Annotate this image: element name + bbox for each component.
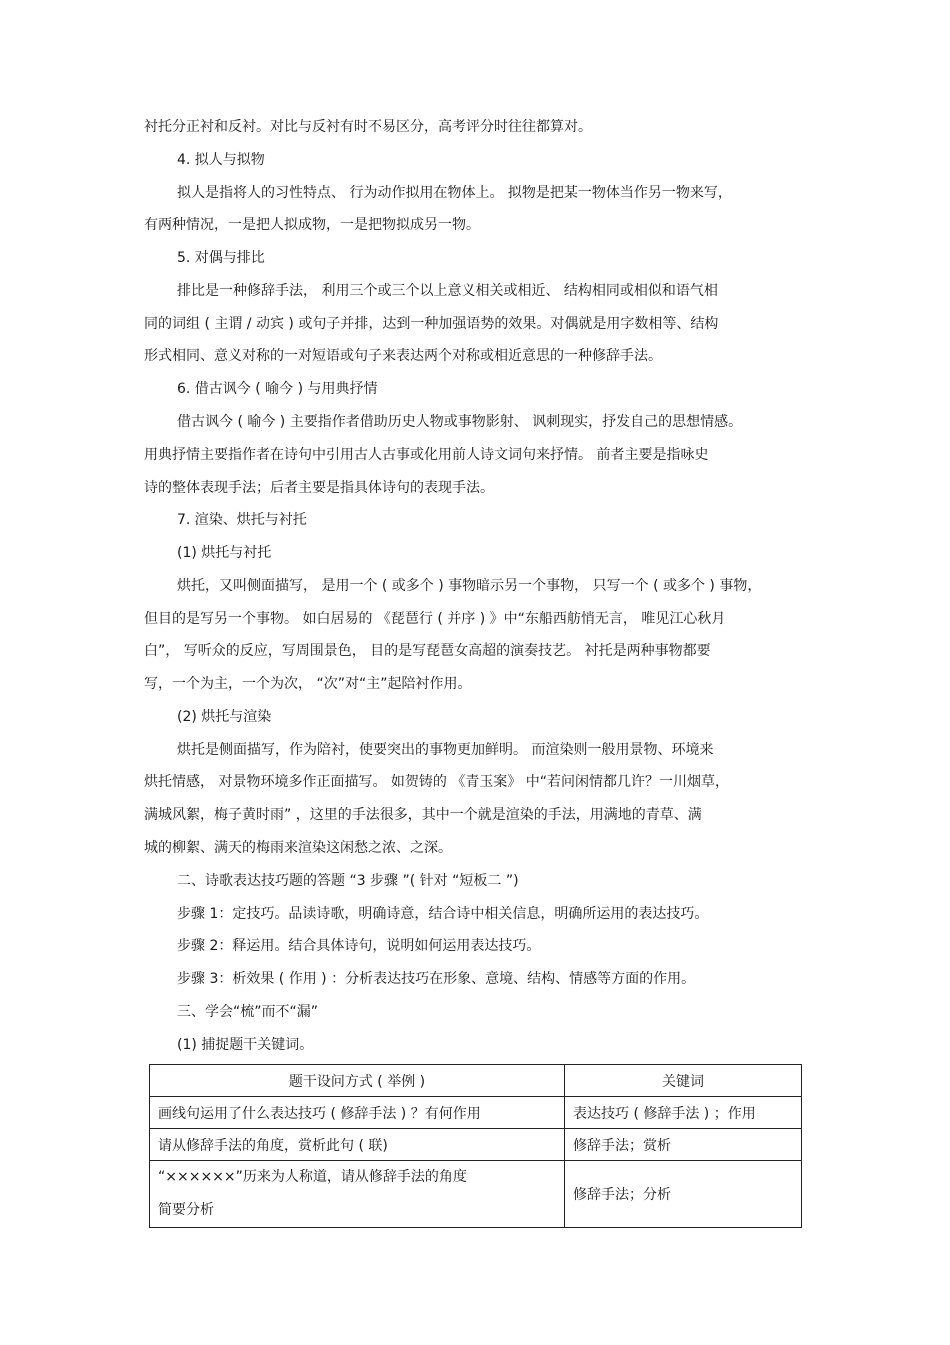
paragraph-line: 烘托是侧面描写，作为陪衬，使要突出的事物更加鲜明。 而渲染则一般用景物、环境来	[177, 742, 714, 758]
table-row	[150, 1161, 802, 1228]
section-heading: 5. 对偶与排比	[177, 250, 265, 266]
paragraph-line: 城的柳絮、满天的梅雨来渲染这闲愁之浓、之深。	[144, 840, 452, 856]
paragraph-line: 衬托分正衬和反衬。对比与反衬有时不易区分，高考评分时往往都算对。	[144, 119, 592, 135]
table-header-row	[150, 1065, 802, 1097]
table-cell-question: 请从修辞手法的角度，赏析此句 ( 联)	[150, 1129, 565, 1161]
table-header-question: 题干设问方式 ( 举例 )	[150, 1065, 565, 1097]
table-cell-question	[150, 1161, 565, 1228]
paragraph-line: 同的词组 ( 主谓 / 动宾 ) 或句子并排，达到一种加强语势的效果。对偶就是用字数相等、结构	[144, 316, 719, 332]
section-heading: 二、诗歌表达技巧题的答题 “3 步骤 ”( 针对 “短板二 ”)	[177, 873, 519, 889]
table-row	[150, 1129, 802, 1161]
table-cell-question-line: “××××××”历来为人称道，请从修辞手法的角度	[158, 1169, 467, 1185]
paragraph-line: 诗的整体表现手法；后者主要是指具体诗句的表现手法。	[144, 480, 494, 496]
paragraph-line: 烘托，又叫侧面描写， 是用一个 ( 或多个 ) 事物暗示另一个事物， 只写一个 ( 或多个 ) 事物，	[177, 578, 762, 594]
paragraph-line: 借古讽今 ( 喻今 ) 主要指作者借助历史人物或事物影射、 讽刺现实，抒发自己的思想情感。	[177, 414, 743, 430]
section-heading: 7. 渲染、烘托与衬托	[177, 512, 307, 528]
paragraph-line: 写，一个为主，一个为次， “次”对“主”起陪衬作用。	[144, 676, 472, 692]
paragraph-line: 有两种情况，一是把人拟成物，一是把物拟成另一物。	[144, 217, 480, 233]
keyword-table	[149, 1064, 802, 1228]
subsection-heading: (1) 烘托与衬托	[177, 545, 272, 561]
section-heading: 6. 借古讽今 ( 喻今 ) 与用典抒情	[177, 381, 378, 397]
paragraph-line: 满城风絮，梅子黄时雨” ，这里的手法很多，其中一个就是渲染的手法，用满地的青草、满	[144, 807, 702, 823]
table-cell-question: 画线句运用了什么表达技巧 ( 修辞手法 ) ？有何作用	[150, 1097, 565, 1129]
subsection-heading: (2) 烘托与渲染	[177, 709, 272, 725]
paragraph-line: 烘托情感， 对景物环境多作正面描写。 如贺铸的 《青玉案》 中“若问闲情都几许？一川烟草，	[144, 774, 730, 790]
paragraph-line: 拟人是指将人的习性特点、 行为动作拟用在物体上。 拟物是把某一物体当作另一物来写，	[177, 185, 732, 201]
paragraph-line: 排比是一种修辞手法， 利用三个或三个以上意义相关或相近、 结构相同或相似和语气相	[177, 283, 718, 299]
paragraph-line: 形式相同、意义对称的一对短语或句子来表达两个对称或相近意思的一种修辞手法。	[144, 348, 662, 364]
paragraph-line: 但目的是写另一个事物。 如白居易的 《琵琶行 ( 并序 ) 》中“东船西舫悄无言， 唯见江心秋月	[144, 611, 726, 627]
paragraph-line: 白”， 写听众的反应，写周围景色， 目的是写琵琶女高超的演奏技艺。 衬托是两种事物都要	[144, 643, 711, 659]
table-cell-keyword: 修辞手法；赏析	[565, 1129, 802, 1161]
section-heading: 三、学会“梳”而不“漏”	[177, 1004, 319, 1020]
section-heading: 4. 拟人与拟物	[177, 152, 265, 168]
step-line: 步骤 3：析效果 ( 作用 ) ：分析表达技巧在形象、意境、结构、情感等方面的作用。	[177, 971, 696, 987]
paragraph-line: 用典抒情主要指作者在诗句中引用古人古事或化用前人诗文词句来抒情。 前者主要是指咏史	[144, 447, 709, 463]
step-line: 步骤 1：定技巧。品读诗歌，明确诗意，结合诗中相关信息，明确所运用的表达技巧。	[177, 906, 709, 922]
table-row	[150, 1097, 802, 1129]
table-header-keyword: 关键词	[565, 1065, 802, 1097]
table-cell-keyword: 修辞手法；分析	[565, 1161, 802, 1228]
table-cell-keyword: 表达技巧 ( 修辞手法 ) ；作用	[565, 1097, 802, 1129]
table-cell-question-line: 简要分析	[158, 1202, 214, 1218]
subsection-heading: (1) 捕捉题干关键词。	[177, 1037, 314, 1053]
step-line: 步骤 2：释运用。结合具体诗句，说明如何运用表达技巧。	[177, 938, 541, 954]
